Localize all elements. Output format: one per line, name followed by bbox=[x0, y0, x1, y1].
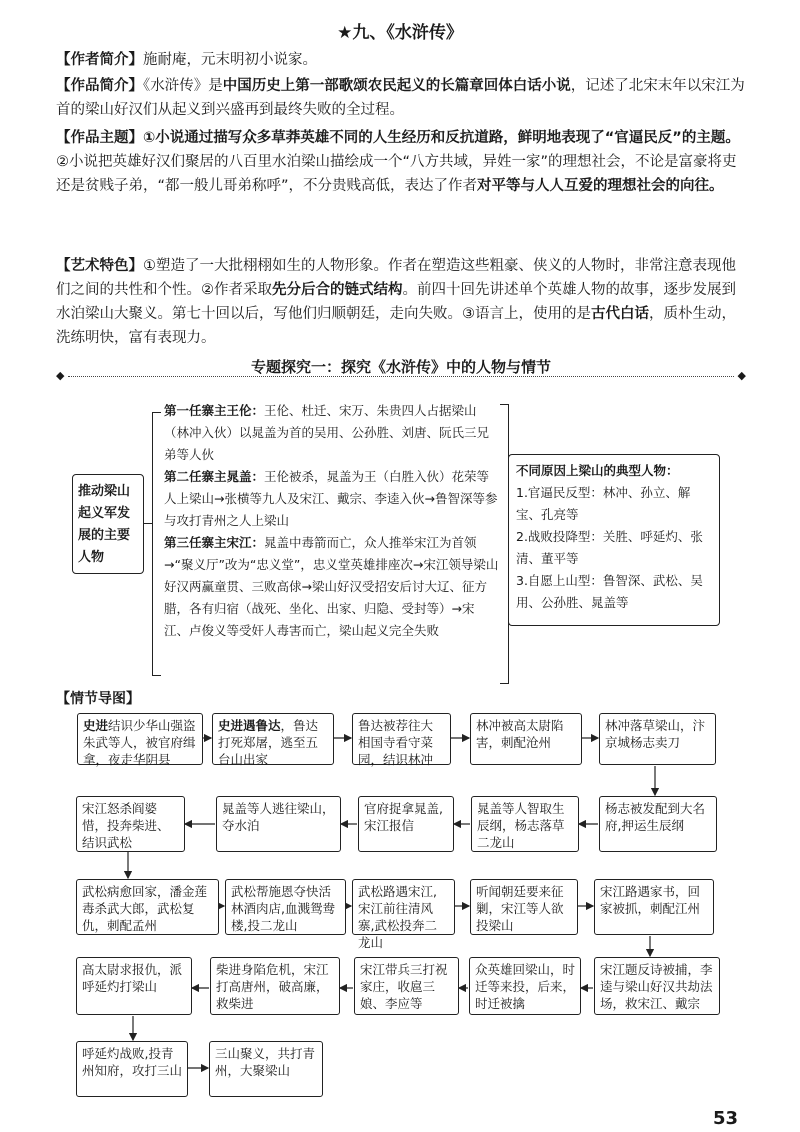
flow-step-text: 宋江带兵三打祝家庄，收扈三娘、李应等 bbox=[360, 962, 448, 1011]
page-number: 53 bbox=[712, 1108, 738, 1129]
page-title: ★九、《水浒传》 bbox=[337, 23, 463, 43]
theme-tag: 【作品主题】 bbox=[56, 130, 143, 146]
flow-step-16 bbox=[594, 957, 720, 1015]
flow-step-text: 林冲落草梁山，汴京城杨志卖刀 bbox=[605, 718, 706, 750]
flow-step-4 bbox=[470, 713, 582, 765]
work-text-bold: 中国历史上第一部歌颂农民起义的长篇章回体白话小说 bbox=[222, 78, 571, 94]
flow-step-text: 结识少华山强盗朱武等人，被官府缉拿，夜走华阴县 bbox=[83, 718, 196, 767]
flow-step-19 bbox=[210, 957, 340, 1015]
art-text-c: ，质朴生动，洗练明快，富有表现力。 bbox=[56, 306, 736, 346]
leader-head: 第三任寨主宋江： bbox=[164, 535, 265, 550]
flow-step-text: 呼延灼战败,投青州知府，攻打三山 bbox=[82, 1046, 183, 1078]
theme-text-a: ①小说通过描写众多草莽英雄不同的人生经历和反抗道路，鲜明地表现了“官逼民反”的主题。 bbox=[143, 130, 740, 146]
flow-step-text: 晁盖等人逃往梁山，夺水泊 bbox=[222, 801, 335, 833]
flow-step-9 bbox=[216, 796, 341, 852]
flow-step-7 bbox=[471, 796, 579, 852]
banner-text: 专题探究一：探究《水浒传》中的人物与情节 bbox=[243, 358, 559, 376]
work-tag: 【作品简介】 bbox=[56, 78, 143, 94]
flow-step-15 bbox=[594, 879, 714, 935]
flow-step-text: 众英雄回梁山，时迁等来投，后来，时迁被擒 bbox=[475, 962, 576, 1011]
flow-step-1 bbox=[77, 713, 203, 765]
flow-step-text: 杨志被发配到大名府,押运生辰纲 bbox=[605, 801, 706, 833]
author-text: 施耐庵，元末明初小说家。 bbox=[143, 52, 317, 68]
typical-people-title: 不同原因上梁山的典型人物： bbox=[516, 463, 679, 478]
flow-step-text: 三山聚义，共打青州，大聚梁山 bbox=[215, 1046, 316, 1078]
typical-people-item: 2.战败投降型：关胜、呼延灼、张清、董平等 bbox=[516, 529, 703, 566]
flow-step-12 bbox=[225, 879, 346, 935]
flow-step-text: 宋江怒杀阎婆惜，投奔柴进、结识武松 bbox=[82, 801, 170, 850]
flow-step-22 bbox=[209, 1041, 323, 1097]
flow-step-text: 官府捉拿晁盖,宋江报信 bbox=[364, 801, 443, 833]
leader-head: 第一任寨主王伦： bbox=[164, 403, 265, 418]
flow-step-text: 晁盖等人智取生辰纲，杨志落草二龙山 bbox=[477, 801, 565, 850]
flow-step-5 bbox=[599, 713, 716, 765]
work-text-plain: 《水浒传》是 bbox=[143, 78, 223, 94]
flow-step-11 bbox=[76, 879, 219, 935]
theme-text-c: 对平等与人人互爱的理想社会的向往。 bbox=[477, 178, 724, 194]
work-text-rest: ，记述了北宋末年以宋江为首的梁山好汉们从起义到兴盛再到最终失败的全过程。 bbox=[56, 78, 745, 118]
flow-step-text: 武松帮施恩夺快活林酒肉店,血溅鸳鸯楼,投二龙山 bbox=[231, 884, 335, 933]
flow-step-2 bbox=[212, 713, 334, 765]
leader-text: 晁盖中毒箭而亡，众人推举宋江为首领→“聚义厅”改为“忠义堂”，忠义堂英雄排座次→宋江领导梁山好汉两赢童贯、三败高俅→梁山好汉受招安后讨大辽、征方腊，各有归宿（战死、坐化、出家、归隐、受封等）→宋江、卢俊义等受奸人毒害而亡，梁山起义完全失败 bbox=[164, 535, 499, 638]
flow-step-text: 柴进身陷危机，宋江打高唐州，破高廉，救柴进 bbox=[216, 962, 329, 1011]
flow-step-3 bbox=[352, 713, 451, 765]
plot-map-title: 【情节导图】 bbox=[56, 691, 140, 707]
flow-step-8 bbox=[358, 796, 454, 852]
theme-text-b: ②小说把英雄好汉们聚居的八百里水泊梁山描绘成一个“八方共域，异姓一家”的理想社会，不论是富豪将吏还是贫贱子弟，“都一般儿哥弟称呼”，不分贵贱高低，表达了作者 bbox=[56, 154, 737, 194]
typical-people-item: 3.自愿上山型：鲁智深、武松、吴用、公孙胜、晁盖等 bbox=[516, 573, 703, 610]
flow-step-text: 鲁达被荐往大相国寺看守菜园，结识林冲 bbox=[358, 718, 434, 767]
art-text-bold2: 古代白话 bbox=[591, 306, 649, 322]
flow-step-20 bbox=[76, 957, 192, 1015]
leader-text: 王伦、杜迁、宋万、朱贵四人占据梁山（林冲入伙）以晁盖为首的吴用、公孙胜、刘唐、阮氏三兄弟等人伙 bbox=[164, 403, 490, 462]
flow-step-text: 宋江题反诗被捕，李逵与梁山好汉共劫法场，救宋江、戴宗 bbox=[600, 962, 713, 1011]
main-people-label: 推动梁山起义军发展的主要人物 bbox=[78, 484, 131, 565]
diamond-icon: ◆ bbox=[737, 369, 746, 382]
flow-step-text: 宋江路遇家书，回家被抓，刺配江州 bbox=[600, 884, 701, 916]
typical-people-item: 1.官逼民反型：林冲、孙立、解宝、孔亮等 bbox=[516, 485, 691, 522]
flow-step-17 bbox=[469, 957, 581, 1015]
flow-step-18 bbox=[354, 957, 459, 1015]
flow-step-bold: 史进遇鲁达 bbox=[218, 718, 281, 733]
flow-step-text: 武松路遇宋江,宋江前往清风寨,武松投奔二龙山 bbox=[358, 884, 437, 950]
flow-step-bold: 史进 bbox=[83, 718, 109, 733]
diamond-icon: ◆ bbox=[56, 369, 65, 382]
leader-text: 王伦被杀，晁盖为王（白胜入伙）花荣等人上梁山→张横等九人及宋江、戴宗、李逵入伙→鲁智深等参与攻打青州之人上梁山 bbox=[164, 469, 498, 528]
flow-step-text: 武松病愈回家，潘金莲毒杀武大郎，武松复仇，刺配孟州 bbox=[82, 884, 208, 933]
flow-step-text: 听闻朝廷要来征剿，宋江等人欲投梁山 bbox=[476, 884, 564, 933]
flow-step-text: 高太尉求报仇，派呼延灼打梁山 bbox=[82, 962, 183, 994]
flow-step-10 bbox=[76, 796, 185, 852]
flow-step-text: 林冲被高太尉陷害，刺配沧州 bbox=[476, 718, 564, 750]
author-tag: 【作者简介】 bbox=[56, 52, 143, 68]
leader-head: 第二任寨主晁盖： bbox=[164, 469, 265, 484]
flow-step-text: ，鲁达打死郑屠，逃至五台山出家 bbox=[218, 718, 319, 767]
art-text-b: 。前四十回先讲述单个英雄人物的故事，逐步发展到水泊梁山大聚义。第七十回以后，写他们归顺朝廷，走向失败。③语言上，使用的是 bbox=[56, 282, 736, 322]
flow-step-21 bbox=[76, 1041, 188, 1097]
art-text-a: ①塑造了一大批栩栩如生的人物形象。作者在塑造这些粗豪、侠义的人物时，非常注意表现他们之间的共性和个性。②作者采取 bbox=[56, 258, 736, 298]
flow-step-14 bbox=[470, 879, 578, 935]
flow-step-6 bbox=[599, 796, 717, 852]
flow-step-13 bbox=[352, 879, 455, 950]
art-tag: 【艺术特色】 bbox=[56, 258, 143, 274]
art-text-bold: 先分后合的链式结构 bbox=[272, 282, 403, 298]
